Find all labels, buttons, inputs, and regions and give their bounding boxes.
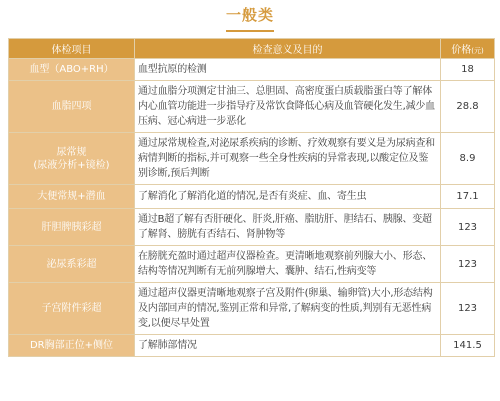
table-row xyxy=(9,209,495,246)
row-item: 尿常规 xyxy=(56,146,87,158)
table-header-row xyxy=(9,39,495,59)
header-desc: 检查意义及目的 xyxy=(135,39,441,59)
header-price xyxy=(441,39,495,59)
row-item: DR胸部正位+侧位 xyxy=(9,335,135,357)
row-item: 血脂四项 xyxy=(9,81,135,133)
row-price: 123 xyxy=(441,209,495,246)
table-row xyxy=(9,335,495,357)
heading-underline xyxy=(226,30,274,32)
row-desc: 血型抗原的检测 xyxy=(135,59,441,81)
row-desc: 通过B超了解有否肝硬化、肝炎,肝癌、脂肪肝、胆结石、胰腺、变超了解肾、膀胱有否结石、肾肿物等 xyxy=(135,209,441,246)
row-item: 肝胆脾胰彩超 xyxy=(9,209,135,246)
header-price-label: 价格 xyxy=(451,45,472,56)
row-item: 血型（ABO+RH） xyxy=(9,59,135,81)
row-item: 大便常规+潜血 xyxy=(9,185,135,209)
row-price: 123 xyxy=(441,283,495,335)
row-price: 28.8 xyxy=(441,81,495,133)
row-item: 子宫附件彩超 xyxy=(9,283,135,335)
header-price-unit: (元) xyxy=(471,47,484,55)
table-row xyxy=(9,283,495,335)
section-heading-text: 一般类 xyxy=(225,6,274,24)
exam-table xyxy=(8,38,495,357)
section-heading xyxy=(0,4,500,34)
row-item-sub: (尿液分析+镜检) xyxy=(33,159,110,171)
row-desc: 通过超声仪器更清晰地观察子宫及附件(卵巢、输卵管)大小,形态结构及内部回声的情况,鉴别正常和异常,了解病变的性质,判别有无恶性病变,以便尽早处置 xyxy=(135,283,441,335)
row-desc: 通过血脂分项测定甘油三、总胆固、高密度蛋白质载脂蛋白等了解体内心血管功能进一步指导疗及常饮食降低心病及血管硬化发生,减少血压病、冠心病进一步恶化 xyxy=(135,81,441,133)
row-price: 17.1 xyxy=(441,185,495,209)
row-desc: 了解消化了解消化道的情况,是否有炎症、血、寄生虫 xyxy=(135,185,441,209)
row-item-cell xyxy=(9,133,135,185)
row-price: 8.9 xyxy=(441,133,495,185)
table-row xyxy=(9,246,495,283)
table-row xyxy=(9,185,495,209)
row-desc: 了解肺部情况 xyxy=(135,335,441,357)
row-desc: 在膀胱充盈时通过超声仪器检查。更清晰地观察前列腺大小、形态、结构等情况判断有无前列腺增大、囊肿、结石,性病变等 xyxy=(135,246,441,283)
table-row xyxy=(9,59,495,81)
row-desc: 通过尿常规检查,对泌尿系疾病的诊断、疗效观察有要义是为尿病查和病情判断的指标,并可观察一些全身性疾病的异常表现,以酸定位及鉴别诊断,预后判断 xyxy=(135,133,441,185)
table-row xyxy=(9,81,495,133)
row-price: 123 xyxy=(441,246,495,283)
row-price: 141.5 xyxy=(441,335,495,357)
row-item: 泌尿系彩超 xyxy=(9,246,135,283)
header-item: 体检项目 xyxy=(9,39,135,59)
row-price: 18 xyxy=(441,59,495,81)
table-row xyxy=(9,133,495,185)
